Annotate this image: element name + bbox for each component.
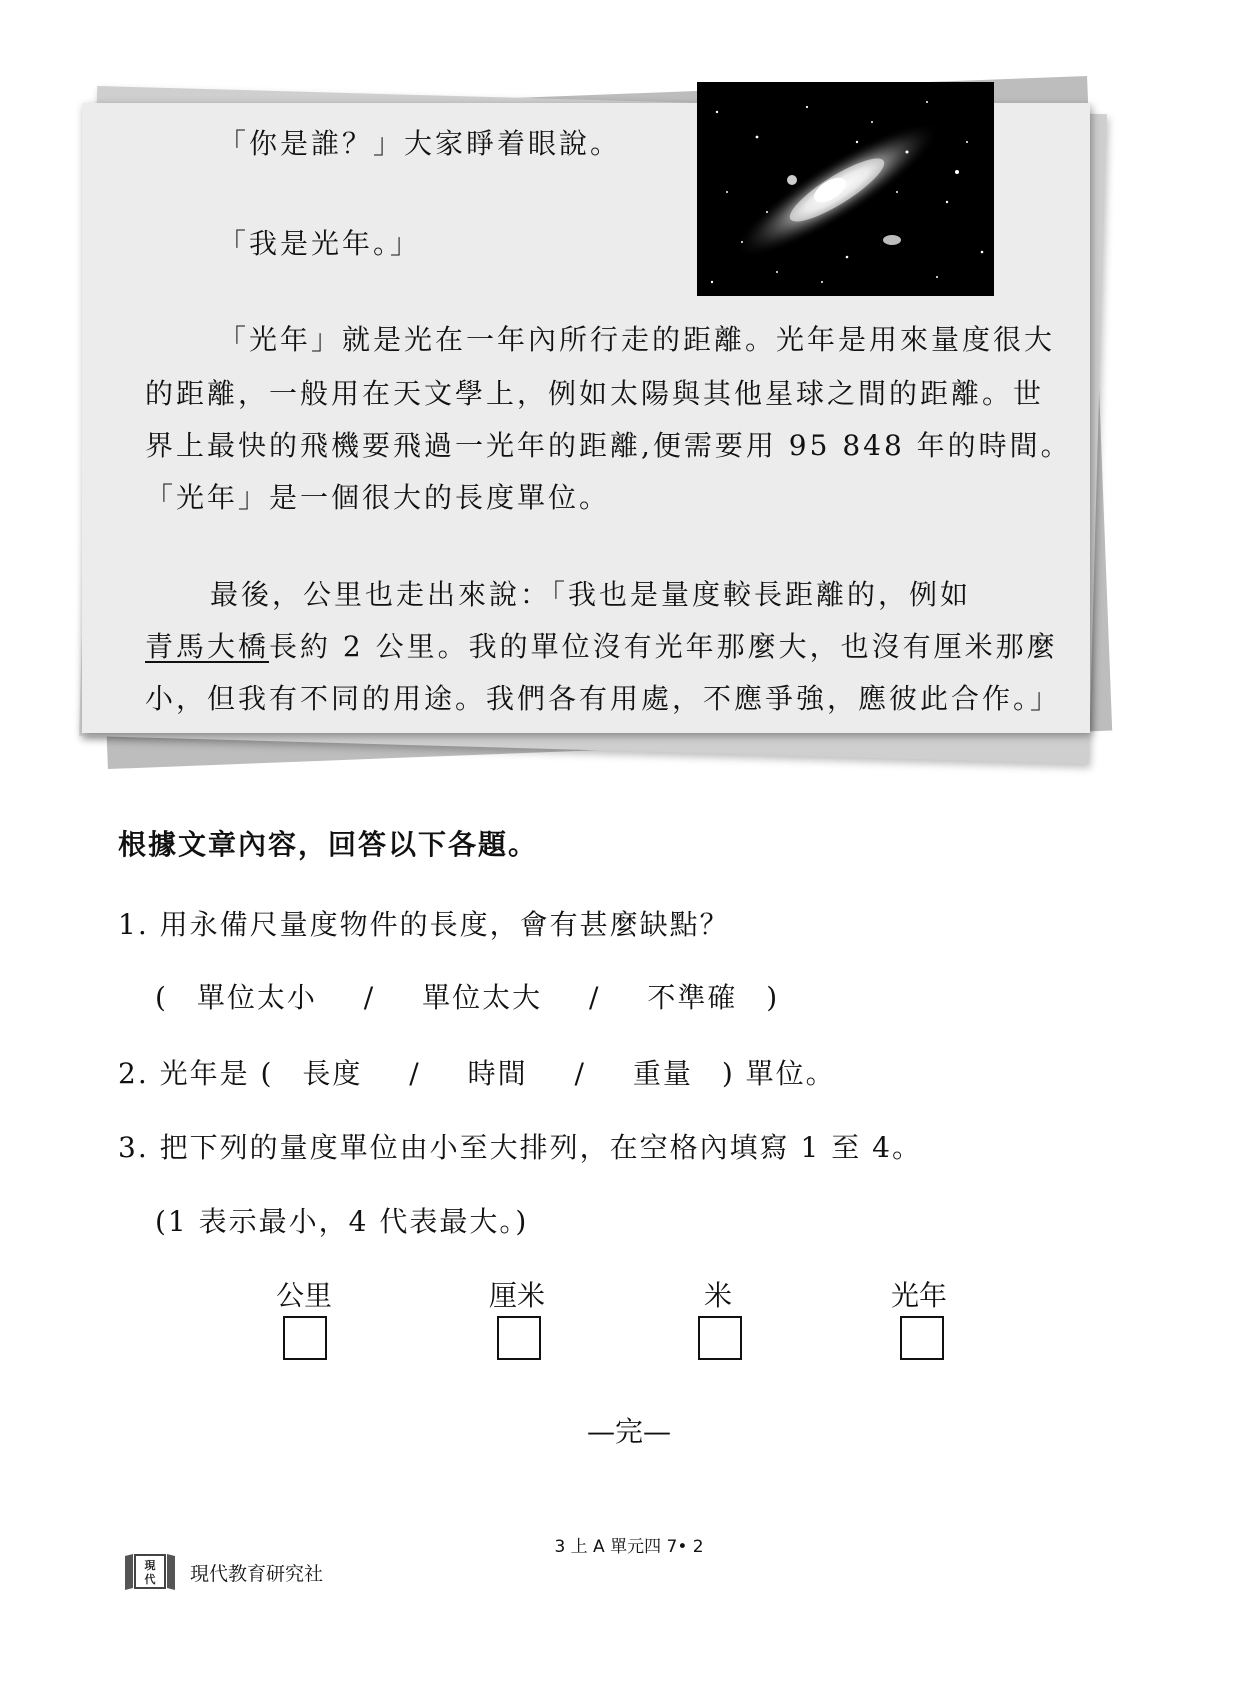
unit-label-cm: 厘米 [488, 1279, 545, 1312]
unit-label-light-year: 光年 [890, 1279, 947, 1312]
story-para3-line-3: 界上最快的飛機要飛過一光年的距離,便需要用 95 848 年的時間。 [145, 429, 1072, 462]
story-line-1: 「你是誰？」大家睜着眼說。 [218, 127, 622, 160]
separator: / [363, 981, 376, 1014]
q2-option-1[interactable]: 長度 [302, 1057, 363, 1090]
paren-open: ( [155, 981, 168, 1014]
separator: / [574, 1057, 586, 1090]
question-3-note: (1 表示最小，4 代表最大。) [155, 1205, 529, 1238]
answer-box-cm[interactable] [497, 1316, 541, 1360]
q2-option-3[interactable]: 重量 [632, 1057, 693, 1090]
answer-box-km[interactable] [283, 1316, 327, 1360]
story-para3-line-2: 的距離，一般用在天文學上，例如太陽與其他星球之間的距離。世 [145, 377, 1045, 410]
story-para4-line-2 [145, 625, 1058, 665]
galaxy-photo [697, 82, 994, 296]
separator: / [409, 1057, 421, 1090]
separator: / [589, 981, 601, 1014]
question-1-options [155, 976, 779, 1016]
story-line-2: 「我是光年。」 [218, 227, 422, 260]
page-code: 3 上 A 單元四 7• 2 [554, 1537, 704, 1557]
instructions-heading: 根據文章內容，回答以下各題。 [118, 828, 539, 861]
story-para3-line-1: 「光年」就是光在一年內所行走的距離。光年是用來量度很大 [218, 323, 1056, 356]
unit-label-m: 米 [703, 1279, 732, 1312]
unit-label-km: 公里 [275, 1279, 332, 1312]
question-2 [118, 1052, 836, 1092]
q2-option-2[interactable]: 時間 [467, 1057, 528, 1090]
question-3: 3. 把下列的量度單位由小至大排列，在空格內填寫 1 至 4。 [118, 1131, 922, 1164]
q1-option-1[interactable]: 單位太小 [196, 981, 317, 1014]
publisher-logo [123, 1552, 179, 1592]
end-mark: —完— [586, 1415, 671, 1448]
q2-suffix: ) 單位。 [721, 1057, 836, 1090]
q2-prefix: 2. 光年是 ( [118, 1057, 274, 1090]
question-1: 1. 用永備尺量度物件的長度，會有甚麼缺點？ [118, 908, 730, 941]
story-para4-line-1: 最後，公里也走出來說：「我也是量度較長距離的，例如 [210, 578, 972, 611]
story-para4-line-2-rest: 長約 2 公里。我的單位沒有光年那麼大，也沒有厘米那麼 [269, 630, 1058, 663]
answer-box-light-year[interactable] [900, 1316, 944, 1360]
story-para3-line-4: 「光年」是一個很大的長度單位。 [145, 481, 611, 514]
q1-option-3[interactable]: 不準確 [647, 981, 738, 1014]
publisher-name: 現代教育研究社 [190, 1563, 324, 1585]
svg-text:現: 現 [144, 1559, 156, 1572]
story-para4-line-3: 小，但我有不同的用途。我們各有用處，不應爭強，應彼此合作。」 [145, 682, 1062, 715]
svg-text:代: 代 [144, 1573, 156, 1586]
q1-option-2[interactable]: 單位太大 [422, 981, 543, 1014]
answer-box-m[interactable] [698, 1316, 742, 1360]
place-name-underlined: 青馬大橋 [145, 630, 270, 663]
paren-close: ) [766, 981, 780, 1014]
